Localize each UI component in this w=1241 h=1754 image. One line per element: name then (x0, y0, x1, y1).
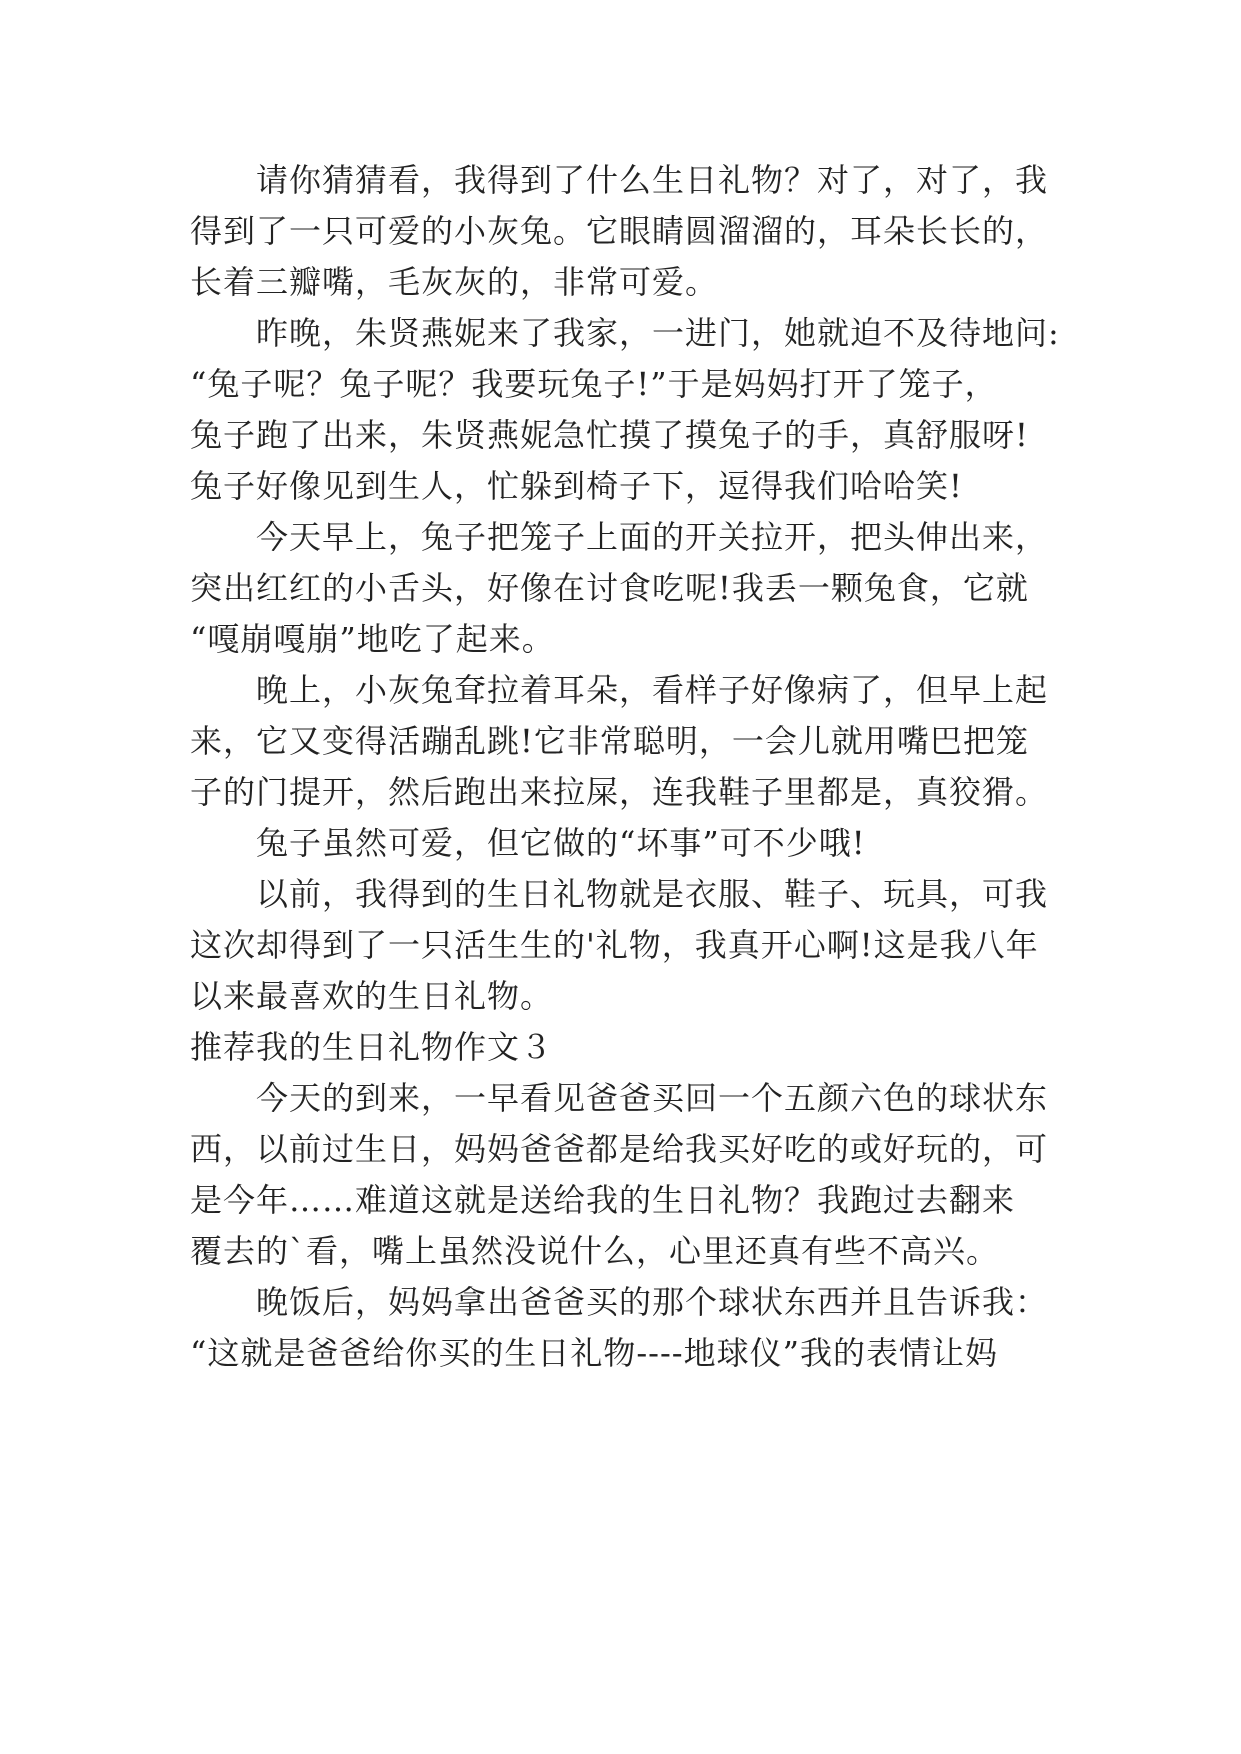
text-line: “嘎崩嘎崩”地吃了起来。 (190, 620, 555, 658)
text-line: 得到了一只可爱的小灰兔。它眼睛圆溜溜的，耳朵长长的， (190, 212, 1049, 250)
text-line: 子的门提开，然后跑出来拉屎，连我鞋子里都是，真狡猾。 (190, 773, 1049, 811)
text-line: 今天的到来，一早看见爸爸买回一个五颜六色的球状东 (256, 1079, 1049, 1117)
text-line: 西，以前过生日，妈妈爸爸都是给我买好吃的或好玩的，可 (190, 1130, 1049, 1168)
text-line: 是今年……难道这就是送给我的生日礼物？我跑过去翻来 (190, 1181, 1016, 1219)
text-line: 这次却得到了一只活生生的'礼物，我真开心啊!这是我八年 (190, 926, 1039, 964)
text-line: 来，它又变得活蹦乱跳!它非常聪明，一会儿就用嘴巴把笼 (190, 722, 1029, 760)
text-line: “这就是爸爸给你买的生日礼物----地球仪”我的表情让妈 (190, 1334, 998, 1372)
text-line: 兔子虽然可爱，但它做的“坏事”可不少哦! (256, 824, 866, 862)
text-line: 晚上，小灰兔耷拉着耳朵，看样子好像病了，但早上起 (256, 671, 1049, 709)
text-line: “兔子呢？兔子呢？我要玩兔子!”于是妈妈打开了笼子， (190, 365, 998, 403)
text-line: 今天早上，兔子把笼子上面的开关拉开，把头伸出来， (256, 518, 1049, 556)
section-heading: 推荐我的生日礼物作文３ (190, 1028, 554, 1066)
text-line: 请你猜猜看，我得到了什么生日礼物？对了，对了，我 (256, 161, 1049, 199)
text-line: 晚饭后，妈妈拿出爸爸买的那个球状东西并且告诉我： (256, 1283, 1049, 1321)
text-line: 以前，我得到的生日礼物就是衣服、鞋子、玩具，可我 (256, 875, 1049, 913)
text-line: 突出红红的小舌头，好像在讨食吃呢!我丢一颗兔食，它就 (190, 569, 1029, 607)
text-line: 兔子跑了出来，朱贤燕妮急忙摸了摸兔子的手，真舒服呀! (190, 416, 1029, 454)
text-line: 兔子好像见到生人，忙躲到椅子下，逗得我们哈哈笑! (190, 467, 963, 505)
text-line: 昨晚，朱贤燕妮来了我家，一进门，她就迫不及待地问: (256, 314, 1060, 352)
text-line: 覆去的`看，嘴上虽然没说什么，心里还真有些不高兴。 (190, 1232, 1000, 1270)
text-line: 长着三瓣嘴，毛灰灰的，非常可爱。 (190, 263, 719, 301)
text-line: 以来最喜欢的生日礼物。 (190, 977, 554, 1015)
